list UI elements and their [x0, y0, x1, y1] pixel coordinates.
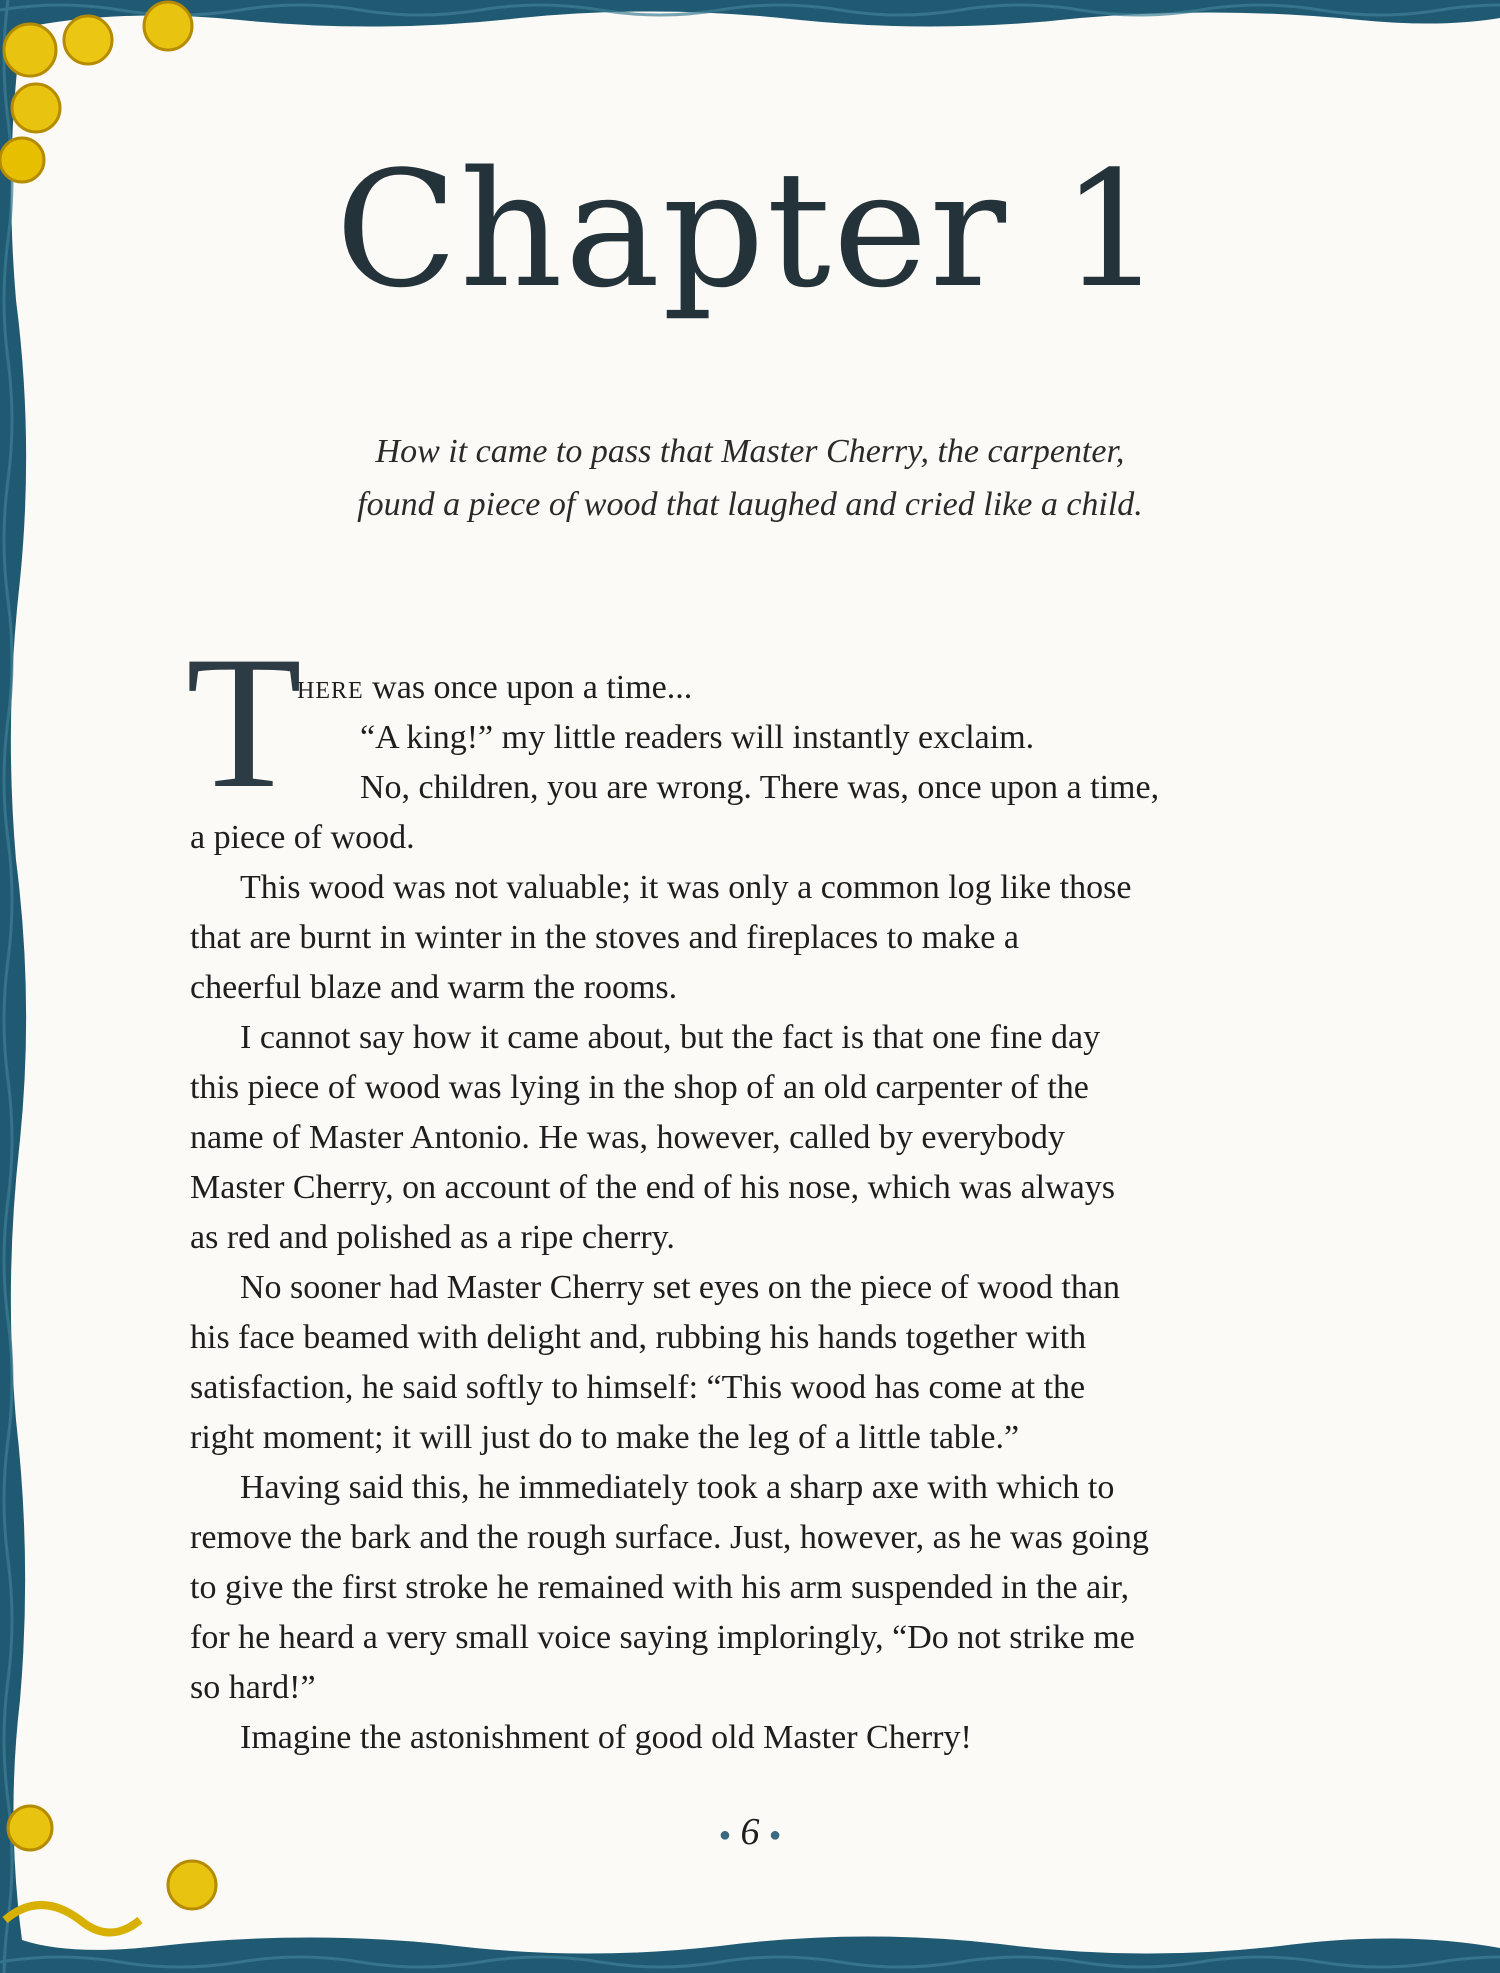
text-line: Master Cherry, on account of the end of his nose, which was always	[190, 1169, 1115, 1206]
dot-right-icon: ●	[769, 1823, 782, 1846]
text-line: to give the first stroke he remained with his arm suspended in the air,	[190, 1569, 1130, 1606]
text-line: this piece of wood was lying in the shop of an old carpenter of the	[190, 1069, 1089, 1106]
subtitle-line: found a piece of wood that laughed and cried like a child.	[357, 486, 1143, 523]
first-word: here	[297, 669, 364, 706]
text-line: as red and polished as a ripe cherry.	[190, 1219, 675, 1256]
dot-left-icon: ●	[718, 1823, 731, 1846]
text-line: I cannot say how it came about, but the fact is that one fine day	[240, 1019, 1101, 1056]
text-line: “A king!” my little readers will instantly exclaim.	[360, 719, 1035, 756]
page-number	[0, 1810, 1500, 1854]
text-line: Imagine the astonishment of good old Master Cherry!	[240, 1719, 972, 1756]
page-number-value: 6	[740, 1811, 760, 1853]
chapter-subtitle	[0, 425, 1500, 531]
text-line: No sooner had Master Cherry set eyes on the piece of wood than	[240, 1269, 1120, 1306]
text-line: a piece of wood.	[190, 819, 415, 856]
text-line: that are burnt in winter in the stoves and fireplaces to make a	[190, 919, 1019, 956]
text-line	[297, 668, 692, 708]
text-line: for he heard a very small voice saying imploringly, “Do not strike me	[190, 1619, 1135, 1656]
text-line: cheerful blaze and warm the rooms.	[190, 969, 678, 1006]
text-line: his face beamed with delight and, rubbing his hands together with	[190, 1319, 1087, 1356]
subtitle-line: How it came to pass that Master Cherry, the carpenter,	[375, 433, 1125, 470]
text-line: so hard!”	[190, 1669, 316, 1706]
text-line: right moment; it will just do to make the leg of a little table.”	[190, 1419, 1020, 1456]
text-line: satisfaction, he said softly to himself: “This wood has come at the	[190, 1369, 1086, 1406]
text-line: name of Master Antonio. He was, however, called by everybody	[190, 1119, 1065, 1156]
text-line: No, children, you are wrong. There was, once upon a time,	[360, 769, 1160, 806]
chapter-title: Chapter 1	[335, 136, 1165, 323]
first-line-rest: was once upon a time...	[363, 669, 693, 706]
text-line: remove the bark and the rough surface. Just, however, as he was going	[190, 1519, 1149, 1556]
text-line: This wood was not valuable; it was only a common log like those	[240, 869, 1132, 906]
text-line: Having said this, he immediately took a sharp axe with which to	[240, 1469, 1115, 1506]
drop-cap: T	[186, 618, 303, 828]
